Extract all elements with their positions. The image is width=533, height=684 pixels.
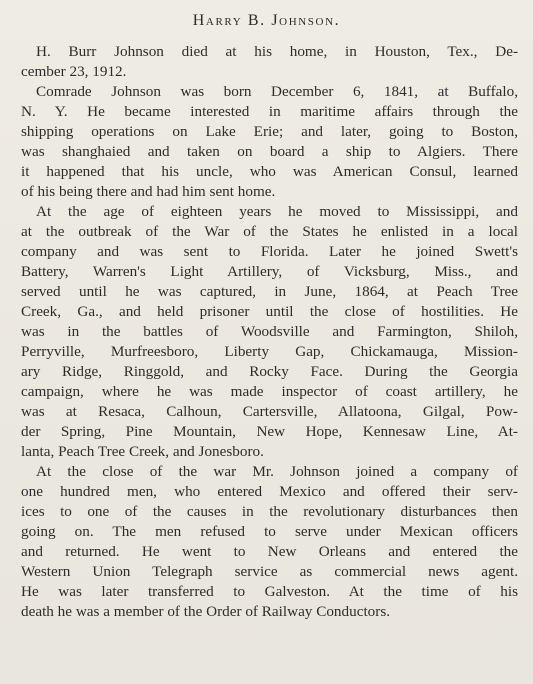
paragraph-early-life [21, 82, 518, 202]
paragraph-later-life [21, 462, 518, 622]
text-line: company and was sent to Florida. Later he joined Swett's [21, 243, 518, 260]
text-line: going on. The men refused to serve under Mexican officers [21, 523, 518, 540]
text-line: Western Union Telegraph service as commercial news agent. [21, 563, 518, 580]
text-line: was at Resaca, Calhoun, Cartersville, Allatoona, Gilgal, Pow- [21, 403, 518, 420]
obituary-heading: Harry B. Johnson. [192, 12, 341, 29]
text-line: H. Burr Johnson died at his home, in Houston, Tex., De- [36, 43, 518, 60]
text-line: was in the battles of Woodsville and Farmington, Shiloh, [21, 323, 518, 340]
text-line: He was later transferred to Galveston. At the time of his [21, 583, 518, 600]
text-line: at the outbreak of the War of the States he enlisted in a local [21, 223, 518, 240]
text-line: der Spring, Pine Mountain, New Hope, Kennesaw Line, At- [21, 423, 518, 440]
text-line: At the age of eighteen years he moved to Mississippi, and [36, 203, 518, 220]
text-line: shipping operations on Lake Erie; and later, going to Boston, [21, 123, 518, 140]
text-line: one hundred men, who entered Mexico and offered their serv- [21, 483, 518, 500]
paragraph-war-service [21, 202, 518, 462]
text-line: At the close of the war Mr. Johnson joined a company of [36, 463, 518, 480]
text-line: campaign, where he was made inspector of coast artillery, he [21, 383, 518, 400]
paragraph-death-notice [21, 42, 518, 82]
text-line: was shanghaied and taken on board a ship to Algiers. There [21, 143, 518, 160]
obituary-body [21, 42, 518, 622]
text-line: ary Ridge, Ringgold, and Rocky Face. During the Georgia [21, 363, 518, 380]
text-line: it happened that his uncle, who was American Consul, learned [21, 163, 518, 180]
text-line: N. Y. He became interested in maritime affairs through the [21, 103, 518, 120]
text-line: served until he was captured, in June, 1864, at Peach Tree [21, 283, 518, 300]
text-line: death he was a member of the Order of Railway Conductors. [21, 603, 391, 620]
text-line: ices to one of the causes in the revolutionary disturbances then [21, 503, 518, 520]
text-line: Creek, Ga., and held prisoner until the close of hostilities. He [21, 303, 518, 320]
text-line: and returned. He went to New Orleans and entered the [21, 543, 518, 560]
text-line: Battery, Warren's Light Artillery, of Vicksburg, Miss., and [21, 263, 518, 280]
text-line: lanta, Peach Tree Creek, and Jonesboro. [21, 443, 264, 460]
text-line: Comrade Johnson was born December 6, 1841, at Buffalo, [36, 83, 518, 100]
text-line: of his being there and had him sent home. [21, 183, 276, 200]
text-line: Perryville, Murfreesboro, Liberty Gap, Chickamauga, Mission- [21, 343, 518, 360]
text-line: cember 23, 1912. [21, 63, 127, 80]
